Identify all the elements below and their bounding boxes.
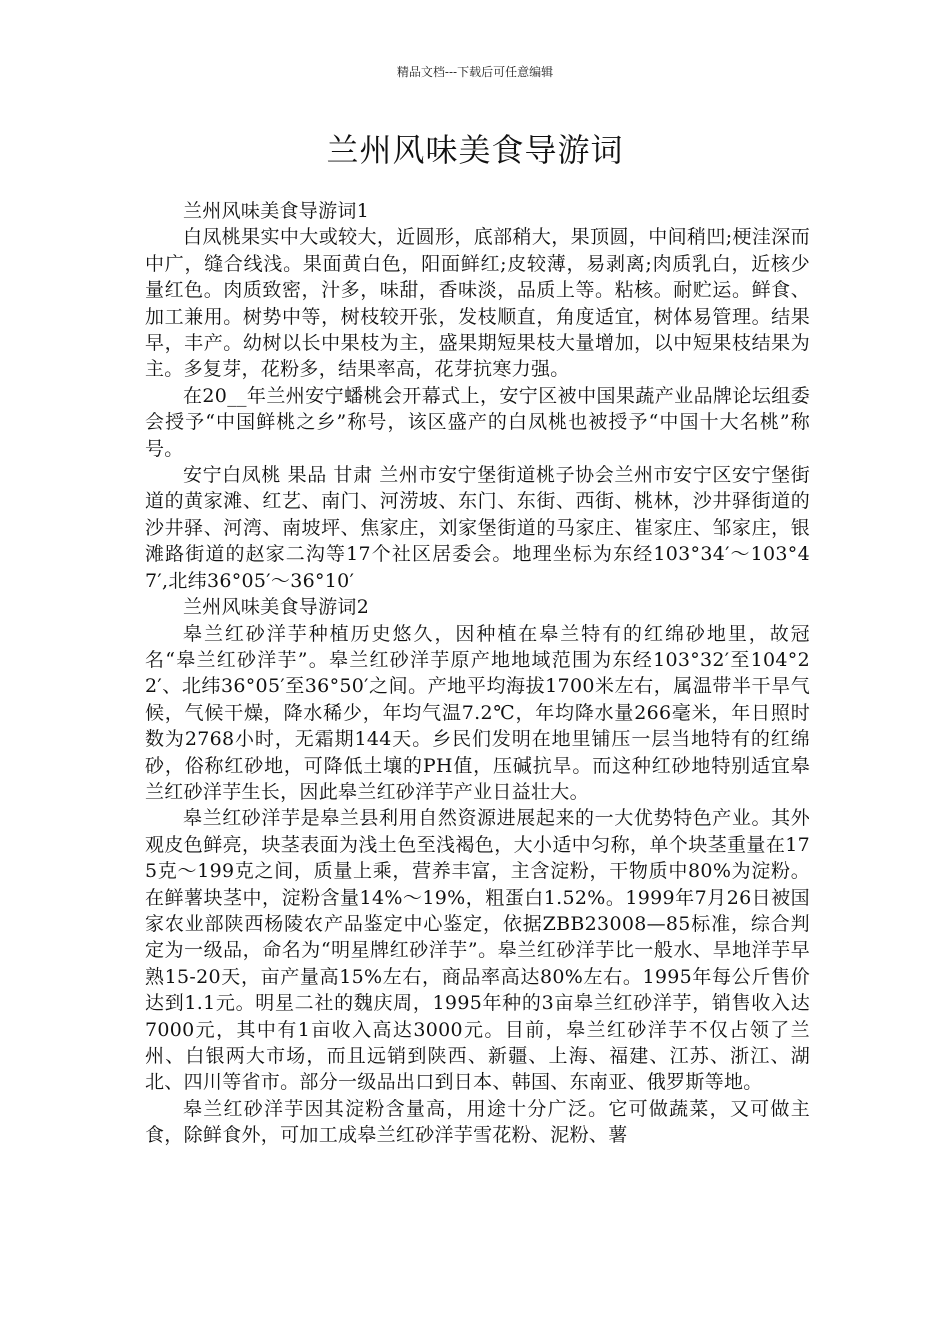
paragraph: 安宁白凤桃 果品 甘肃 兰州市安宁堡街道桃子协会兰州市安宁区安宁堡街道的黄家滩、红艺、南门、河涝坡、东门、东街、西街、桃林，沙井驿街道的沙井驿、河湾、南坡坪、焦家庄，刘家堡街道的马家庄、崔家庄、邹家庄，银滩路街道的赵家二沟等17个社区居委会。地理坐标为东经103°34′～103°47′,北纬36°05′～36°10′	[145, 464, 810, 592]
document-title: 兰州风味美食导游词	[326, 131, 624, 169]
paragraph: 在20__年兰州安宁蟠桃会开幕式上，安宁区被中国果蔬产业品牌论坛组委会授予“中国鲜桃之乡”称号，该区盛产的白凤桃也被授予“中国十大名桃”称号。	[145, 384, 810, 460]
page-header-note: 精品文档---下载后可任意编辑	[396, 65, 554, 79]
paragraph: 皋兰红砂洋芋因其淀粉含量高，用途十分广泛。它可做蔬菜，又可做主食，除鲜食外，可加工成皋兰红砂洋芋雪花粉、泥粉、薯	[145, 1097, 810, 1147]
document-body	[145, 198, 810, 1149]
section-heading-2: 兰州风味美食导游词2	[183, 596, 370, 619]
section-heading-1: 兰州风味美食导游词1	[183, 200, 370, 222]
paragraph: 皋兰红砂洋芋种植历史悠久，因种植在皋兰特有的红绵砂地里，故冠名“皋兰红砂洋芋”。皋兰红砂洋芋原产地地域范围为东经103°32′至104°22′、北纬36°05′至36°50′之间。产地平均海拔1700米左右，属温带半干旱气候，气候干燥，降水稀少，年均气温7.2℃，年均降水量266毫米，年日照时数为2768小时，无霜期144天。乡民们发明在地里铺压一层当地特有的红绵砂，俗称红砂地，可降低土壤的PH值，压碱抗旱。而这种红砂地特别适宜皋兰红砂洋芋生长，因此皋兰红砂洋芋产业日益壮大。	[145, 622, 810, 803]
paragraph: 白凤桃果实中大或较大，近圆形，底部稍大，果顶圆，中间稍凹;梗洼深而中广，缝合线浅。果面黄白色，阳面鲜红;皮较薄，易剥离;肉质乳白，近核少量红色。肉质致密，汁多，味甜，香味淡，品质上等。粘核。耐贮运。鲜食、加工兼用。树势中等，树枝较开张，发枝顺直，角度适宜，树体易管理。结果早，丰产。幼树以长中果枝为主，盛果期短果枝大量增加，以中短果枝结果为主。多复芽，花粉多，结果率高，花芽抗寒力强。	[145, 226, 810, 381]
paragraph: 皋兰红砂洋芋是皋兰县利用自然资源进展起来的一大优势特色产业。其外观皮色鲜亮，块茎表面为浅土色至浅褐色，大小适中匀称，单个块茎重量在175克～199克之间，质量上乘，营养丰富，主含淀粉，干物质中80%为淀粉。在鲜薯块茎中，淀粉含量14%～19%，粗蛋白1.52%。1999年7月26日被国家农业部陕西杨陵农产品鉴定中心鉴定，依据ZBB23008—85标准，综合判定为一级品，命名为“明星牌红砂洋芋”。皋兰红砂洋芋比一般水、旱地洋芋早熟15-20天，亩产量高15%左右，商品率高达80%左右。1995年每公斤售价达到1.1元。明星二社的魏庆周，1995年种的3亩皋兰红砂洋芋，销售收入达7000元，其中有1亩收入高达3000元。目前，皋兰红砂洋芋不仅占领了兰州、白银两大市场，而且远销到陕西、新疆、上海、福建、江苏、浙江、湖北、四川等省市。部分一级品出口到日本、韩国、东南亚、俄罗斯等地。	[145, 807, 810, 1094]
